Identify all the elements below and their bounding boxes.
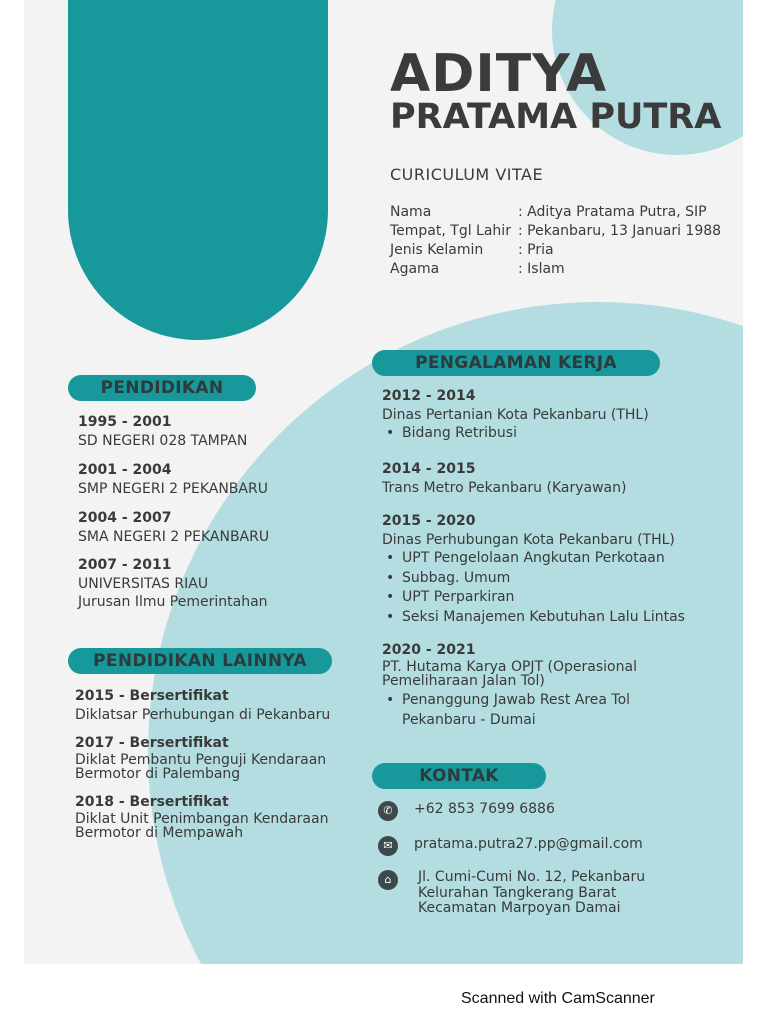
cv-sheet [24, 0, 743, 964]
email-address: pratama.putra27.pp@gmail.com [414, 836, 643, 852]
experience-bullet: • Bidang Retribusi [382, 424, 649, 444]
experience-org: Trans Metro Pekanbaru (Karyawan) [382, 480, 627, 496]
other-education-years: 2017 - Bersertifikat [75, 735, 229, 751]
scanner-footer: Scanned with CamScanner [461, 990, 655, 1007]
education-years: 2007 - 2011 [78, 557, 172, 573]
other-education-item [75, 794, 328, 840]
education-years: 2001 - 2004 [78, 462, 172, 478]
address-line: Kecamatan Marpoyan Damai [418, 900, 621, 916]
experience-years: 2014 - 2015 [382, 461, 476, 477]
experience-bullet: • Subbag. Umum [382, 569, 685, 589]
home-icon: ⌂ [378, 870, 398, 890]
other-education-header: PENDIDIKAN LAINNYA [68, 648, 332, 674]
info-label: Agama [390, 261, 440, 277]
education-item [78, 557, 268, 611]
other-education-line: Diklat Pembantu Penguji Kendaraan [75, 752, 327, 768]
education-item [78, 414, 247, 450]
contact-address [378, 870, 645, 917]
education-item [78, 510, 269, 546]
experience-org: Dinas Pertanian Kota Pekanbaru (THL) [382, 407, 649, 423]
experience-bullet: • UPT Pengelolaan Angkutan Perkotaan [382, 549, 685, 569]
education-line: SMP NEGERI 2 PEKANBARU [78, 481, 268, 497]
education-line: UNIVERSITAS RIAU [78, 576, 209, 592]
info-row [390, 260, 721, 279]
phone-number: +62 853 7699 6886 [414, 801, 555, 817]
info-value: : Aditya Pratama Putra, SIP [518, 204, 707, 220]
info-value: : Islam [518, 261, 565, 277]
address-line: Kelurahan Tangkerang Barat [418, 884, 617, 901]
experience-org: Pemeliharaan Jalan Tol) [382, 673, 545, 689]
experience-bullet: • UPT Perparkiran [382, 588, 685, 608]
education-years: 1995 - 2001 [78, 414, 172, 430]
info-label: Jenis Kelamin [390, 242, 484, 258]
phone-icon: ✆ [378, 801, 398, 821]
education-item [78, 462, 268, 498]
other-education-line: Diklat Unit Penimbangan Kendaraan [75, 811, 329, 827]
info-value: : Pria [518, 242, 554, 258]
first-name: ADITYA [390, 44, 608, 104]
mail-icon: ✉ [378, 836, 398, 856]
experience-item [382, 388, 649, 444]
info-label: Nama [390, 204, 432, 220]
experience-years: 2020 - 2021 [382, 642, 476, 658]
experience-bullet: • Penanggung Jawab Rest Area Tol [382, 691, 637, 711]
info-row [390, 241, 721, 260]
other-education-line: Bermotor di Palembang [75, 766, 241, 782]
experience-bullet: • Seksi Manajemen Kebutuhan Lalu Lintas [382, 608, 685, 628]
other-education-years: 2018 - Bersertifikat [75, 794, 229, 810]
info-row [390, 203, 721, 222]
contact-phone [378, 801, 555, 821]
contact-email [378, 836, 643, 856]
other-education-item [75, 735, 326, 781]
education-line: SMA NEGERI 2 PEKANBARU [78, 529, 270, 545]
experience-header: PENGALAMAN KERJA [372, 350, 660, 376]
experience-item [382, 642, 637, 729]
experience-item [382, 513, 685, 627]
info-row [390, 222, 721, 241]
education-line: SD NEGERI 028 TAMPAN [78, 433, 248, 449]
experience-years: 2015 - 2020 [382, 513, 476, 529]
last-name: PRATAMA PUTRA [390, 97, 722, 137]
other-education-item [75, 688, 330, 724]
other-education-years: 2015 - Bersertifikat [75, 688, 229, 704]
experience-org: Dinas Perhubungan Kota Pekanbaru (THL) [382, 532, 675, 548]
info-value: : Pekanbaru, 13 Januari 1988 [518, 223, 722, 239]
personal-info [390, 203, 721, 279]
info-label: Tempat, Tgl Lahir [390, 223, 511, 239]
experience-item [382, 461, 626, 497]
address-line: Jl. Cumi-Cumi No. 12, Pekanbaru [418, 869, 646, 885]
cv-title: CURICULUM VITAE [390, 165, 544, 184]
other-education-line: Bermotor di Mempawah [75, 825, 244, 841]
experience-years: 2012 - 2014 [382, 388, 476, 404]
education-line: Jurusan Ilmu Pemerintahan [78, 594, 268, 610]
experience-org: PT. Hutama Karya OPJT (Operasional [382, 659, 637, 675]
decor-teal-pill [68, 0, 328, 340]
experience-bullet-cont: Pekanbaru - Dumai [402, 711, 536, 728]
education-header: PENDIDIKAN [68, 375, 256, 401]
education-years: 2004 - 2007 [78, 510, 172, 526]
other-education-line: Diklatsar Perhubungan di Pekanbaru [75, 707, 331, 723]
contact-header: KONTAK [372, 763, 546, 789]
